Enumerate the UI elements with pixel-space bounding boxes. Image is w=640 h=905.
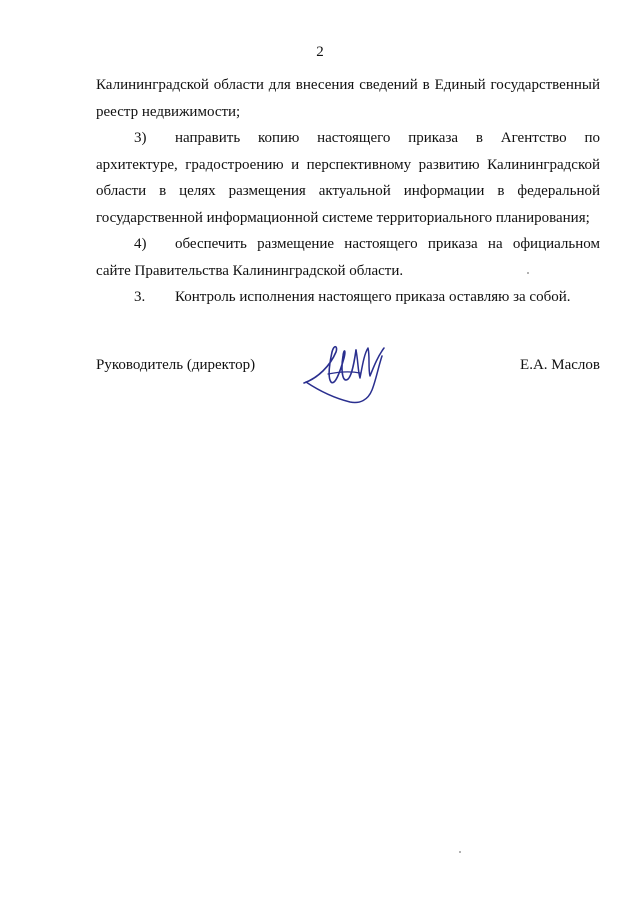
item-text: Контроль исполнения настоящего приказа оставляю за собой. <box>175 289 571 305</box>
paragraph-continuation: Калининградской области для внесения сведений в Единый государственный реестр недвижимости; <box>96 77 600 120</box>
scan-speck <box>527 272 529 274</box>
signatory-role: Руководитель (директор) <box>96 357 256 373</box>
item-number: 4) <box>134 236 147 252</box>
signatory-name: Е.А. Маслов <box>520 357 600 373</box>
page-number: 2 <box>316 44 324 60</box>
paragraph-item-4 <box>96 231 600 284</box>
item-number: 3) <box>134 130 147 146</box>
paragraph-item-3 <box>96 125 600 231</box>
item-text: обеспечить размещение настоящего приказа на официальном сайте Правительства Калининградской области. <box>96 236 600 279</box>
handwritten-signature <box>298 338 398 408</box>
paragraph-control <box>96 284 600 311</box>
item-text: направить копию настоящего приказа в Агентство по архитектуре, градостроению и перспективному развитию Калининградской области в целях размещения актуальной информации в федеральной государственной информационной системе территориального планирования; <box>96 130 600 226</box>
document-body <box>96 72 600 311</box>
scan-speck <box>459 851 461 853</box>
item-number: 3. <box>134 289 146 305</box>
